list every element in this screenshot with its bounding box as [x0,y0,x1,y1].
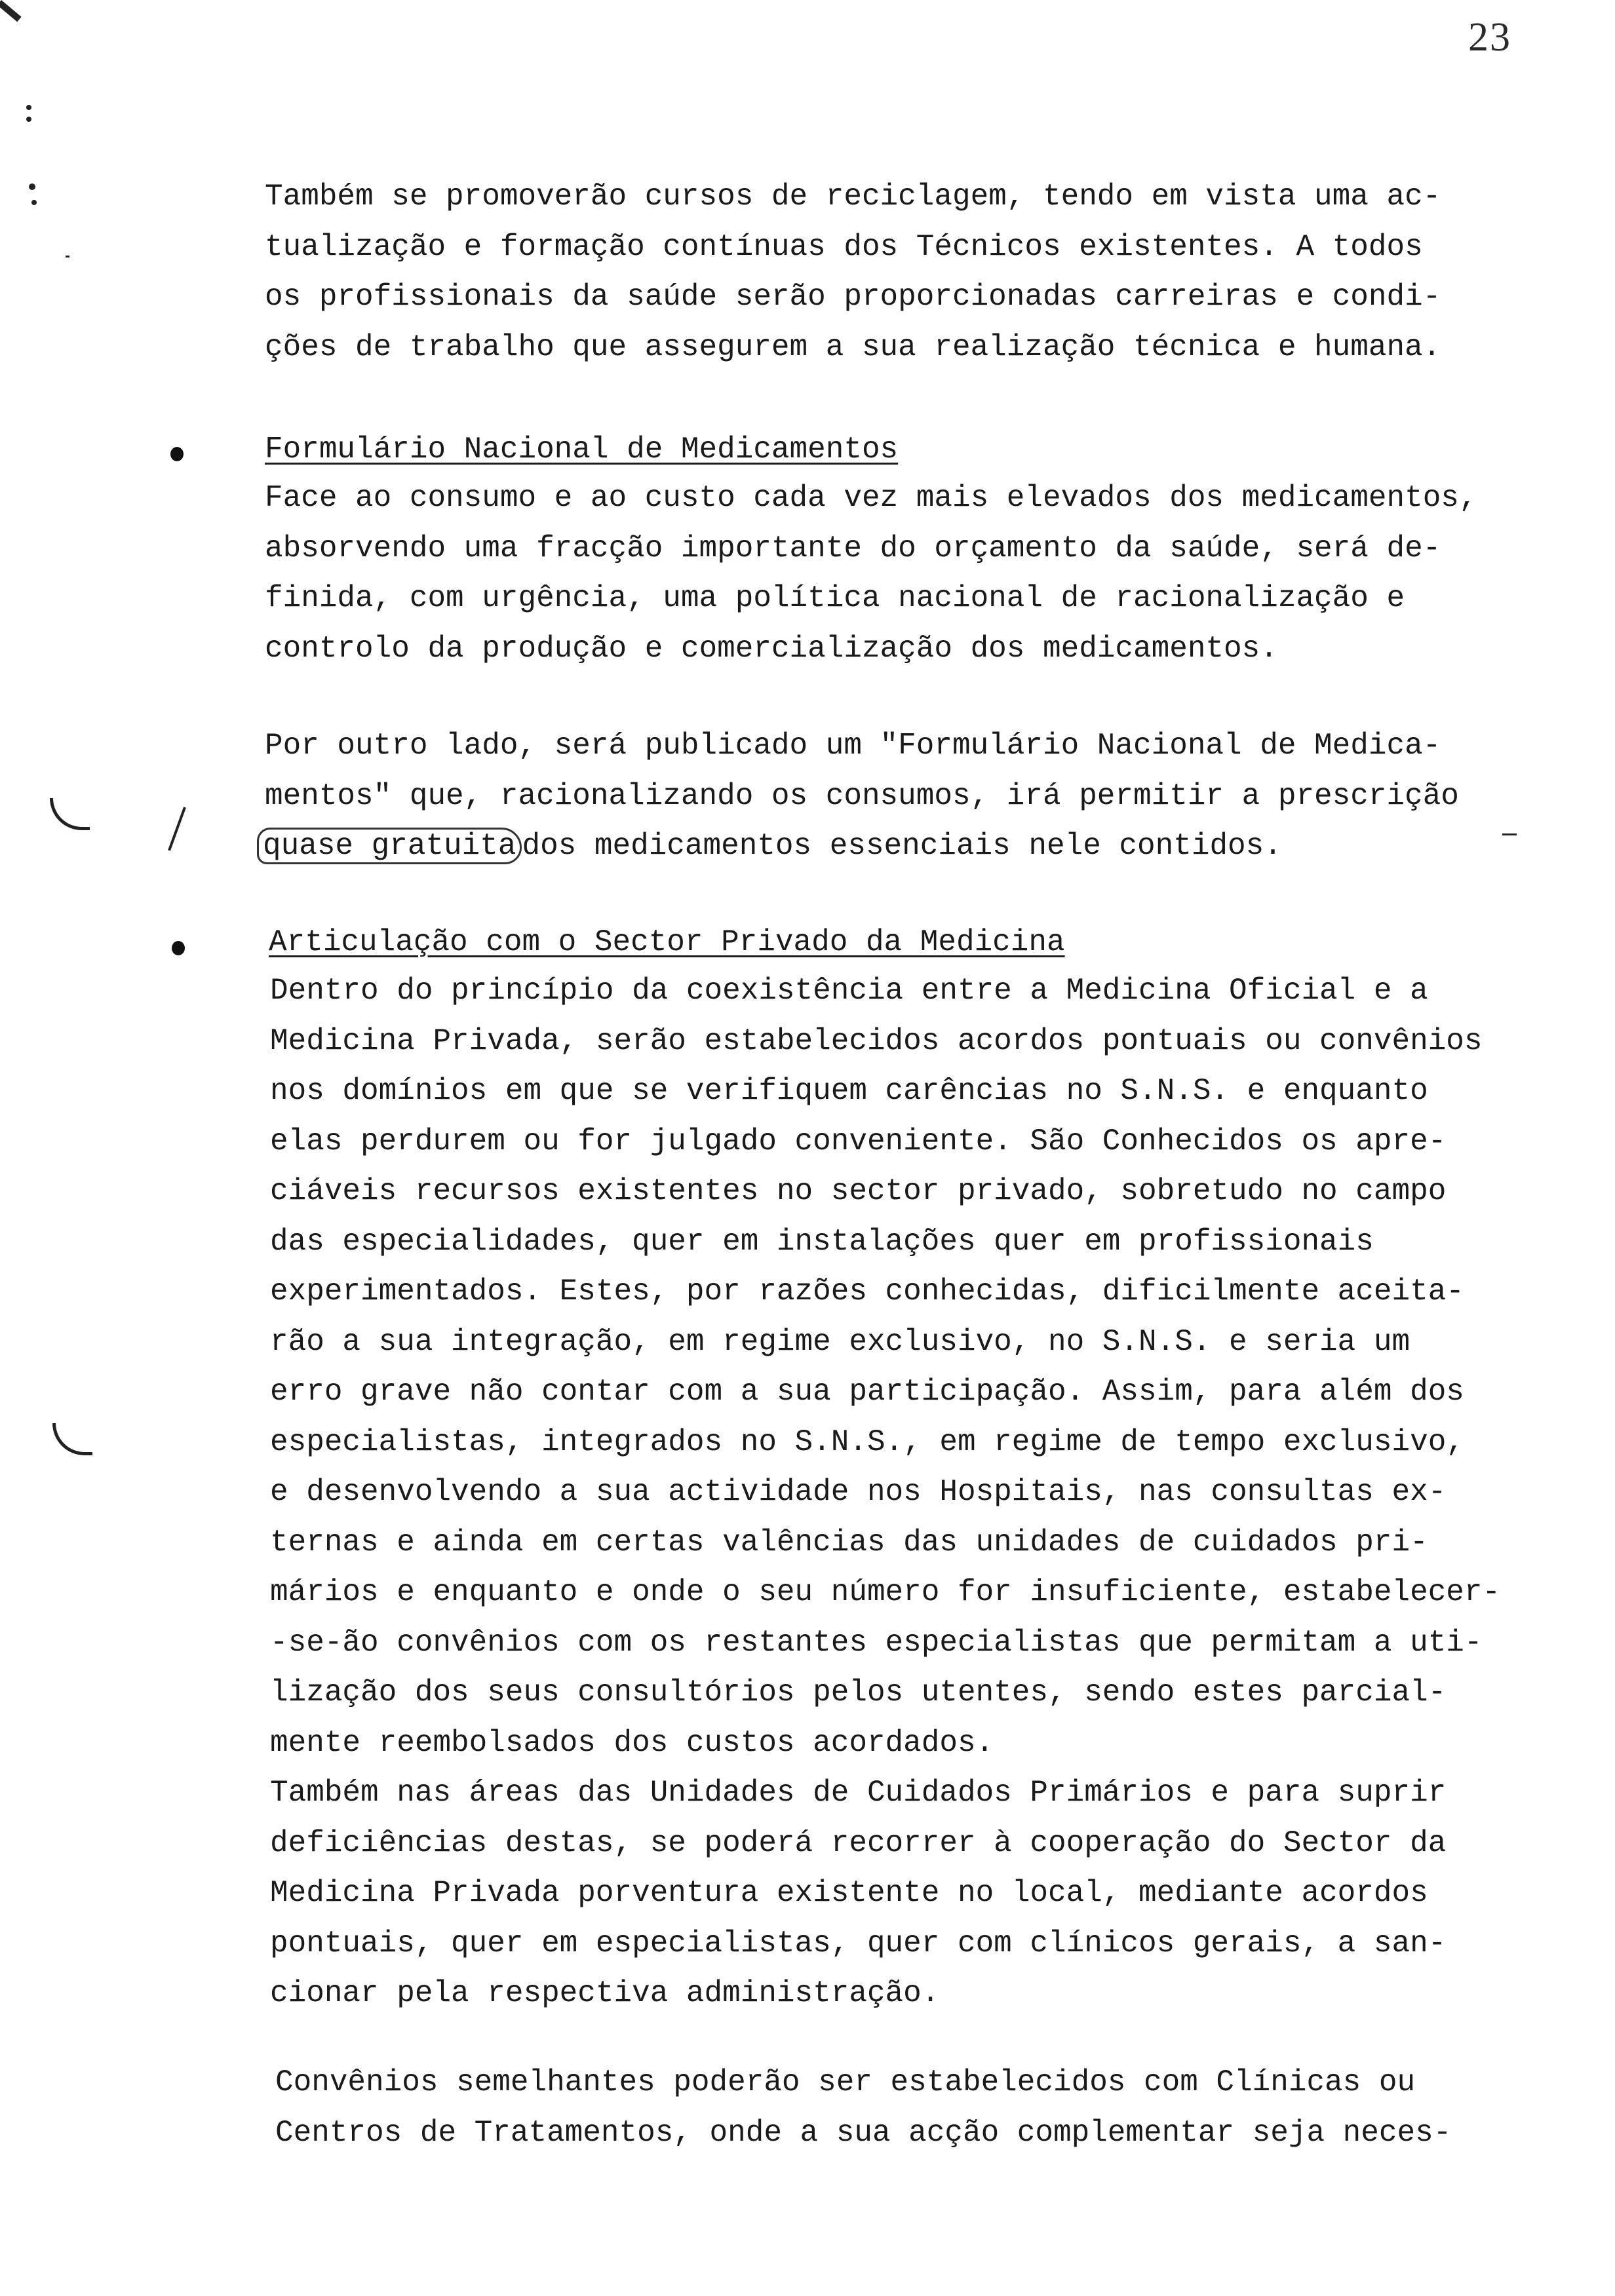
articulacao-line: mários e enquanto e onde o seu número for insuficiente, estabelecer- [270,1575,1501,1609]
articulacao-line: rão a sua integração, em regime exclusivo, no S.N.S. e seria um [270,1324,1411,1359]
articulacao-line: deficiências destas, se poderá recorrer à cooperação do Sector da [270,1826,1447,1860]
margin-mark-dash [66,256,69,258]
articulacao-line: e desenvolvendo a sua actividade nos Hospitais, nas consultas ex- [270,1475,1447,1509]
formulario-line-end: dos medicamentos essenciais nele contidos. [522,829,1282,863]
articulacao-line: Dentro do princípio da coexistência entre a Medicina Oficial e a [270,974,1428,1008]
page-number: 23 [1468,15,1511,60]
intro-line: tualização e formação contínuas dos Técnicos existentes. A todos [265,229,1423,264]
bullet-articulacao [172,941,185,955]
articulacao-paragraph-1 [270,966,1607,2019]
articulacao-line: das especialidades, quer em instalações quer em profissionais [270,1224,1374,1259]
articulacao-line: ciáveis recursos existentes no sector privado, sobretudo no campo [270,1174,1447,1208]
margin-slash-mark [168,807,186,851]
articulacao-line: ternas e ainda em certas valências das unidades de cuidados pri- [270,1525,1428,1559]
bullet-formulario [170,447,184,461]
articulacao-line: experimentados. Estes, por razões conhecidas, dificilmente aceita- [270,1274,1464,1309]
formulario-heading: Formulário Nacional de Medicamentos [265,432,899,467]
intro-line: Também se promoverão cursos de reciclagem, tendo em vista uma ac- [265,180,1441,214]
margin-mark-top [0,0,22,22]
articulacao-heading: Articulação com o Sector Privado da Medicina [269,925,1065,959]
formulario-line: finida, com urgência, uma política nacional de racionalização e [265,581,1405,615]
articulacao-line: erro grave não contar com a sua participação. Assim, para além dos [270,1375,1464,1409]
articulacao-line: elas perdurem ou for julgado conveniente. São Conhecidos os apre- [270,1124,1447,1158]
intro-line: ções de trabalho que assegurem a sua realização técnica e humana. [265,330,1441,364]
formulario-line: controlo da produção e comercialização dos medicamentos. [265,631,1278,666]
formulario-line: Face ao consumo e ao custo cada vez mais elevados dos medicamentos, [265,481,1477,515]
articulacao-line: pontuais, quer em especialistas, quer com clínicos gerais, a san- [270,1926,1447,1961]
articulacao-line: mente reembolsados dos custos acordados. [270,1725,994,1760]
intro-paragraph [265,172,1602,372]
margin-check-mark-2 [52,1423,92,1455]
articulacao-line: cionar pela respectiva administração. [270,1976,940,2010]
articulacao-line: especialistas, integrados no S.N.S., em regime de tempo exclusivo, [270,1425,1464,1459]
articulacao-line: -se-ão convênios com os restantes especialistas que permitam a uti- [270,1625,1483,1660]
articulacao-line: lização dos seus consultórios pelos utentes, sendo estes parcial- [270,1675,1447,1710]
articulacao-line: nos domínios em que se verifiquem carências no S.N.S. e enquanto [270,1074,1428,1108]
articulacao-line: Medicina Privada, serão estabelecidos acordos pontuais ou convênios [270,1024,1483,1058]
articulacao-line: Convênios semelhantes poderão ser estabelecidos com Clínicas ou [275,2065,1416,2099]
formulario-line-last [265,821,1602,871]
articulacao-line: Também nas áreas das Unidades de Cuidados Primários e para suprir [270,1776,1447,1810]
articulacao-paragraph-2 [275,2057,1612,2158]
margin-mark-dot-1 [26,105,31,110]
margin-mark-dot-2 [26,117,31,122]
formulario-paragraph-2 [265,721,1602,871]
margin-dash-right [1502,833,1517,835]
formulario-paragraph-1 [265,473,1602,674]
formulario-line: absorvendo uma fracção importante do orçamento da saúde, será de- [265,531,1441,565]
intro-line: os profissionais da saúde serão proporcionadas carreiras e condi- [265,280,1441,314]
formulario-line: mentos" que, racionalizando os consumos, irá permitir a prescrição [265,778,1459,813]
articulacao-line: Centros de Tratamentos, onde a sua acção complementar seja neces- [275,2115,1452,2150]
margin-check-mark-1 [50,798,90,830]
articulacao-line: Medicina Privada porventura existente no local, mediante acordos [270,1876,1428,1910]
circled-annotation: quase gratuita [257,828,522,864]
margin-mark-dot-4 [31,200,37,205]
margin-mark-dot-3 [29,183,35,190]
formulario-line: Por outro lado, será publicado um "Formulário Nacional de Medica- [265,729,1441,763]
